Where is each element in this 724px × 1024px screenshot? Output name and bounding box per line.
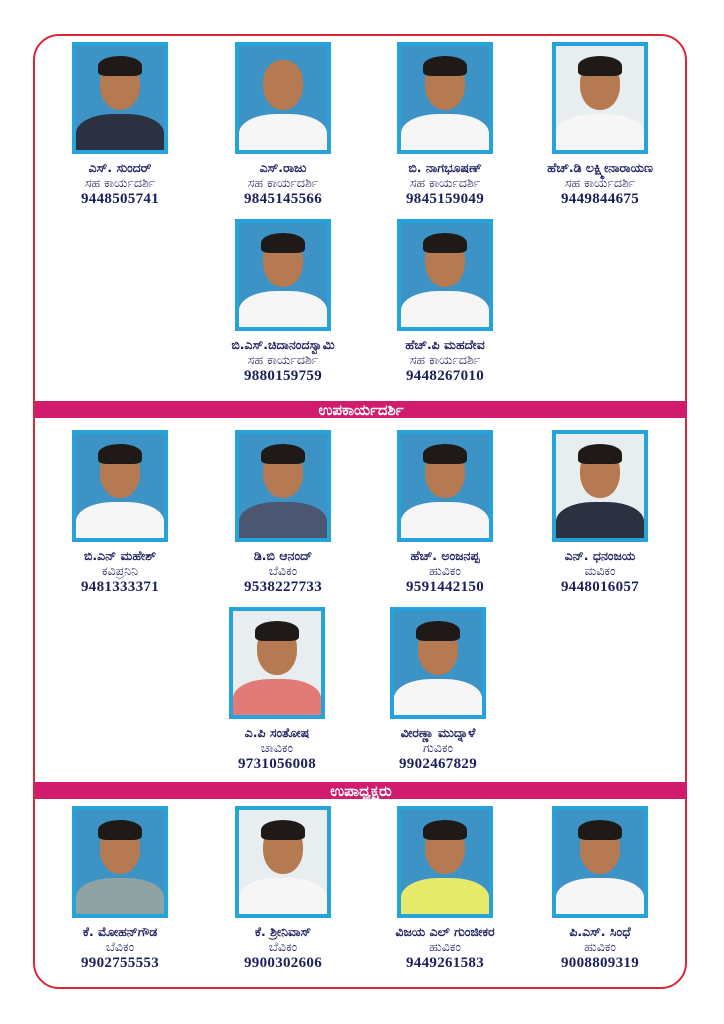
member-name: ವಿಜಯ ಎಲ್ ಗುಂಜೀಕರ bbox=[395, 924, 495, 939]
member-card bbox=[520, 430, 680, 597]
member-card bbox=[520, 42, 680, 209]
member-role: ಗುವಿಕಂ bbox=[423, 740, 453, 755]
member-name: ವೀರಣ್ಣಾ ಮುದ್ನಾಳೆ bbox=[400, 725, 476, 740]
member-card bbox=[365, 806, 525, 973]
member-name: ಎಸ್. ಸುಂದರ್ bbox=[88, 160, 152, 175]
member-role: ಸಹ ಕಾರ್ಯದರ್ಶಿ bbox=[409, 175, 481, 190]
member-card bbox=[203, 219, 363, 386]
member-phone: 9448016057 bbox=[561, 579, 639, 595]
member-phone: 9448505741 bbox=[81, 191, 159, 207]
member-photo bbox=[229, 607, 325, 719]
member-phone: 9481333371 bbox=[81, 579, 159, 595]
member-name: ಪಿ.ಎಸ್. ಸಿಂಧೆ bbox=[569, 924, 631, 939]
member-phone: 9538227733 bbox=[244, 579, 322, 595]
member-card bbox=[40, 430, 200, 597]
member-phone: 9845145566 bbox=[244, 191, 322, 207]
member-role: ಚಾವಿಕಂ bbox=[260, 740, 294, 755]
member-phone: 9449261583 bbox=[406, 955, 484, 971]
member-phone: 9900302606 bbox=[244, 955, 322, 971]
member-role: ಸಹ ಕಾರ್ಯದರ್ಶಿ bbox=[409, 352, 481, 367]
member-role: ಬೆವಿಕಂ bbox=[105, 939, 135, 954]
member-card bbox=[197, 607, 357, 774]
member-phone: 9449844675 bbox=[561, 191, 639, 207]
section-title: ಉಪಾಧ್ಯಕ್ಷರು bbox=[330, 781, 392, 800]
member-card bbox=[40, 806, 200, 973]
section-banner-upakaryadarshi bbox=[35, 401, 687, 418]
member-name: ಬಿ.ಎಸ್.ಚಿದಾನಂದಸ್ವಾಮಿ bbox=[231, 337, 335, 352]
member-photo bbox=[397, 42, 493, 154]
member-name: ಬಿ.ಎನ್ ಮಹೇಶ್ bbox=[83, 548, 157, 563]
member-name: ಬಿ. ನಾಗಭೂಷಣ್ bbox=[408, 160, 482, 175]
member-role: ಮವಿಕಂ bbox=[584, 563, 616, 578]
member-phone: 9902755553 bbox=[81, 955, 159, 971]
member-role: ಬೆವಿಕಂ bbox=[268, 939, 298, 954]
member-photo bbox=[235, 430, 331, 542]
section-title: ಉಪಕಾರ್ಯದರ್ಶಿ bbox=[318, 400, 404, 419]
member-name: ಎನ್. ಧನಂಜಯ bbox=[564, 548, 636, 563]
member-photo bbox=[552, 42, 648, 154]
member-role: ಕವಿಪ್ರನಿನಿ bbox=[101, 563, 139, 578]
member-photo bbox=[72, 806, 168, 918]
member-role: ಸಹ ಕಾರ್ಯದರ್ಶಿ bbox=[247, 352, 319, 367]
member-photo bbox=[552, 430, 648, 542]
member-name: ಎಸ್.ರಾಜು bbox=[259, 160, 307, 175]
member-photo bbox=[235, 42, 331, 154]
member-phone: 9008809319 bbox=[561, 955, 639, 971]
member-card bbox=[40, 42, 200, 209]
member-card bbox=[203, 42, 363, 209]
member-photo bbox=[552, 806, 648, 918]
member-card bbox=[203, 430, 363, 597]
section-banner-upadhyaksharu bbox=[35, 782, 687, 799]
member-role: ಸಹ ಕಾರ್ಯದರ್ಶಿ bbox=[247, 175, 319, 190]
member-photo bbox=[390, 607, 486, 719]
member-role: ಹುವಿಕಂ bbox=[584, 939, 616, 954]
member-name: ಹೆಚ್.ಡಿ ಲಕ್ಷ್ಮೀನಾರಾಯಣ bbox=[547, 160, 653, 175]
member-card bbox=[520, 806, 680, 973]
member-name: ಡಿ.ಬಿ ಆನಂದ್ bbox=[253, 548, 313, 563]
member-phone: 9845159049 bbox=[406, 191, 484, 207]
member-photo bbox=[72, 430, 168, 542]
member-name: ಕೆ. ಶ್ರೀನಿವಾಸ್ bbox=[254, 924, 312, 939]
member-role: ಸಹ ಕಾರ್ಯದರ್ಶಿ bbox=[84, 175, 156, 190]
member-photo bbox=[235, 219, 331, 331]
member-photo bbox=[72, 42, 168, 154]
member-name: ಕೆ. ಮೋಹನ್‌ಗೌಡ bbox=[82, 924, 158, 939]
member-name: ಎ.ಪಿ ಸಂತೋಷ bbox=[244, 725, 310, 740]
member-card bbox=[203, 806, 363, 973]
member-name: ಹೆಚ್.ಪಿ ಮಹದೇವ bbox=[405, 337, 485, 352]
member-photo bbox=[235, 806, 331, 918]
member-name: ಹೆಚ್. ಅಂಜನಪ್ಪ bbox=[410, 548, 480, 563]
member-role: ಹುವಿಕಂ bbox=[429, 939, 461, 954]
member-role: ಹುವಿಕಂ bbox=[429, 563, 461, 578]
member-phone: 9448267010 bbox=[406, 368, 484, 384]
member-card bbox=[365, 430, 525, 597]
member-phone: 9731056008 bbox=[238, 756, 316, 772]
member-phone: 9591442150 bbox=[406, 579, 484, 595]
member-phone: 9880159759 bbox=[244, 368, 322, 384]
member-card bbox=[365, 219, 525, 386]
member-role: ಬೆವಿಕಂ bbox=[268, 563, 298, 578]
member-card bbox=[358, 607, 518, 774]
member-card bbox=[365, 42, 525, 209]
member-photo bbox=[397, 430, 493, 542]
member-phone: 9902467829 bbox=[399, 756, 477, 772]
member-photo bbox=[397, 219, 493, 331]
member-role: ಸಹ ಕಾರ್ಯದರ್ಶಿ bbox=[564, 175, 636, 190]
member-photo bbox=[397, 806, 493, 918]
